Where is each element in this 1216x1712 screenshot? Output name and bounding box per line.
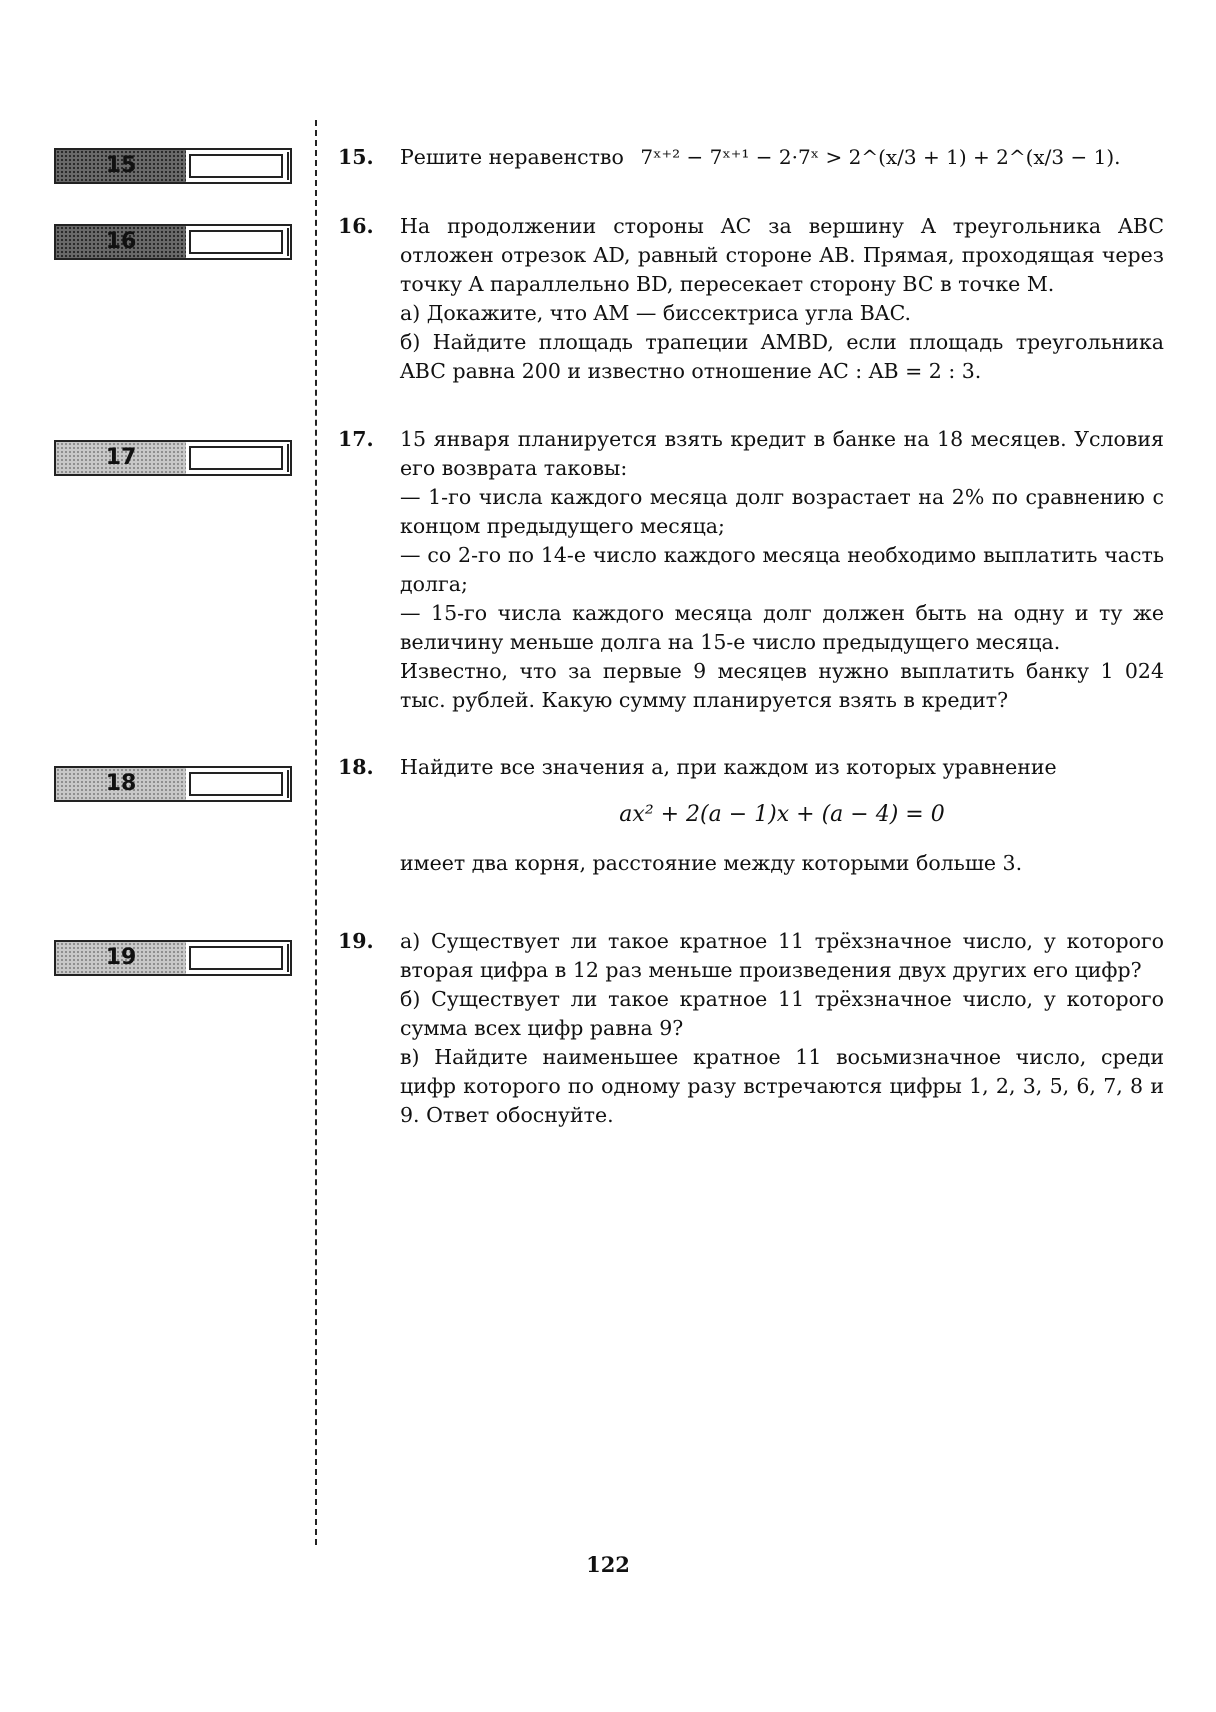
problem-number: 17. [338,427,374,451]
answer-box-18 [54,766,292,802]
answer-field-19[interactable] [189,946,283,970]
answer-box-number: 19 [56,942,186,974]
problem-line: б) Существует ли такое кратное 11 трёхзначное число, у которого сумма всех цифр равна 9? [400,987,1164,1040]
answer-box-number: 17 [56,442,186,474]
problem-15 [338,143,1164,172]
answer-field-16[interactable] [189,230,283,254]
problem-18 [338,753,1164,878]
problem-line: 15 января планируется взять кредит в банке на 18 месяцев. Условия его возврата таковы: [400,427,1164,480]
cut-line [315,120,317,1545]
problem-16 [338,212,1164,386]
problem-number: 16. [338,214,374,238]
problem-19 [338,927,1164,1130]
problem-line: — со 2-го по 14-е число каждого месяца необходимо выплатить часть долга; [400,543,1164,596]
answer-field-17[interactable] [189,446,283,470]
answer-box-number: 18 [56,768,186,800]
problem-line: — 1-го числа каждого месяца долг возрастает на 2% по сравнению с концом предыдущего месяца; [400,485,1164,538]
problem-formula: ax² + 2(a − 1)x + (a − 4) = 0 [619,802,945,827]
problem-line: — 15-го числа каждого месяца долг должен быть на одну и ту же величину меньше долга на 15-е число предыдущего месяца. [400,601,1164,654]
answer-box-15 [54,148,292,184]
problem-line: б) Найдите площадь трапеции AMBD, если площадь треугольника ABC равна 200 и известно отношение AC : AB = 2 : 3. [400,330,1164,383]
problem-outro: имеет два корня, расстояние между которыми больше 3. [400,851,1023,875]
problem-number: 19. [338,929,374,953]
problem-line: в) Найдите наименьшее кратное 11 восьмизначное число, среди цифр которого по одному разу встречаются цифры 1, 2, 3, 5, 6, 7, 8 и 9. Ответ обоснуйте. [400,1045,1164,1127]
problem-formula: 7ˣ⁺² − 7ˣ⁺¹ − 2·7ˣ > 2^(x/3 + 1) + 2^(x/3 − 1). [640,145,1121,169]
problem-line: Известно, что за первые 9 месяцев нужно выплатить банку 1 024 тыс. рублей. Какую сумму планируется взять в кредит? [400,659,1164,712]
problem-intro: Найдите все значения a, при каждом из которых уравнение [400,755,1057,779]
problem-line: На продолжении стороны AC за вершину A треугольника ABC отложен отрезок AD, равный стороне AB. Прямая, проходящая через точку A параллельно BD, пересекает сторону BC в точке M. [400,214,1164,296]
page-number: 122 [586,1552,630,1577]
answer-box-number: 15 [56,150,186,182]
answer-box-17 [54,440,292,476]
problem-number: 15. [338,145,374,169]
problem-text: Решите неравенство [400,145,624,169]
problem-number: 18. [338,755,374,779]
answer-box-number: 16 [56,226,186,258]
answer-field-18[interactable] [189,772,283,796]
answer-field-15[interactable] [189,154,283,178]
problem-line: а) Существует ли такое кратное 11 трёхзначное число, у которого вторая цифра в 12 раз меньше произведения двух других его цифр? [400,929,1164,982]
problem-17 [338,425,1164,715]
answer-box-19 [54,940,292,976]
answer-box-16 [54,224,292,260]
problem-line: а) Докажите, что AM — биссектриса угла BAC. [400,301,912,325]
